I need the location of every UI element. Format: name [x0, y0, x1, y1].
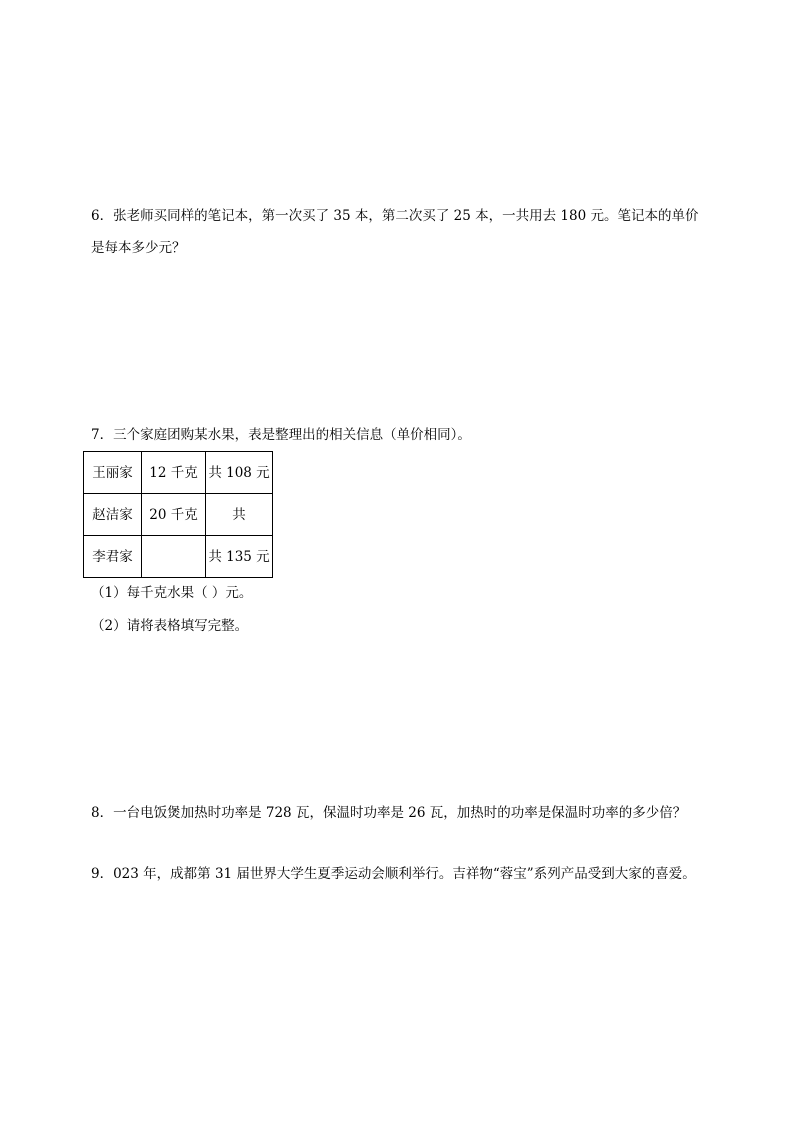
table-cell [142, 536, 206, 578]
question-6-line-2: 是每本多少元？ [91, 240, 186, 256]
question-6-line-1: 6．张老师买同样的笔记本，第一次买了 35 本，第二次买了 25 本，一共用去 180 元。笔记本的单价 [91, 208, 699, 224]
table-cell: 赵洁家 [84, 494, 142, 536]
table-row [84, 536, 273, 578]
table-row [84, 494, 273, 536]
table-cell: 20 千克 [142, 494, 206, 536]
table-cell: 李君家 [84, 536, 142, 578]
table-row [84, 452, 273, 494]
table-cell: 共 [206, 494, 273, 536]
table-cell: 共 108 元 [206, 452, 273, 494]
table-cell: 王丽家 [84, 452, 142, 494]
question-7-sub-2: （2）请将表格填写完整。 [91, 618, 249, 634]
question-9-line-1: 9．023 年，成都第 31 届世界大学生夏季运动会顺利举行。吉祥物“蓉宝”系列产品受到大家的喜爱。 [91, 866, 696, 882]
fruit-purchase-table [83, 451, 273, 578]
table-cell: 12 千克 [142, 452, 206, 494]
question-8-line-1: 8．一台电饭煲加热时功率是 728 瓦，保温时功率是 26 瓦，加热时的功率是保温时功率的多少倍？ [91, 805, 687, 821]
info-table [83, 451, 273, 578]
question-7-intro: 7．三个家庭团购某水果，表是整理出的相关信息（单价相同）。 [91, 427, 471, 443]
question-7-sub-1: （1）每千克水果（ ）元。 [91, 585, 253, 601]
table-cell: 共 135 元 [206, 536, 273, 578]
